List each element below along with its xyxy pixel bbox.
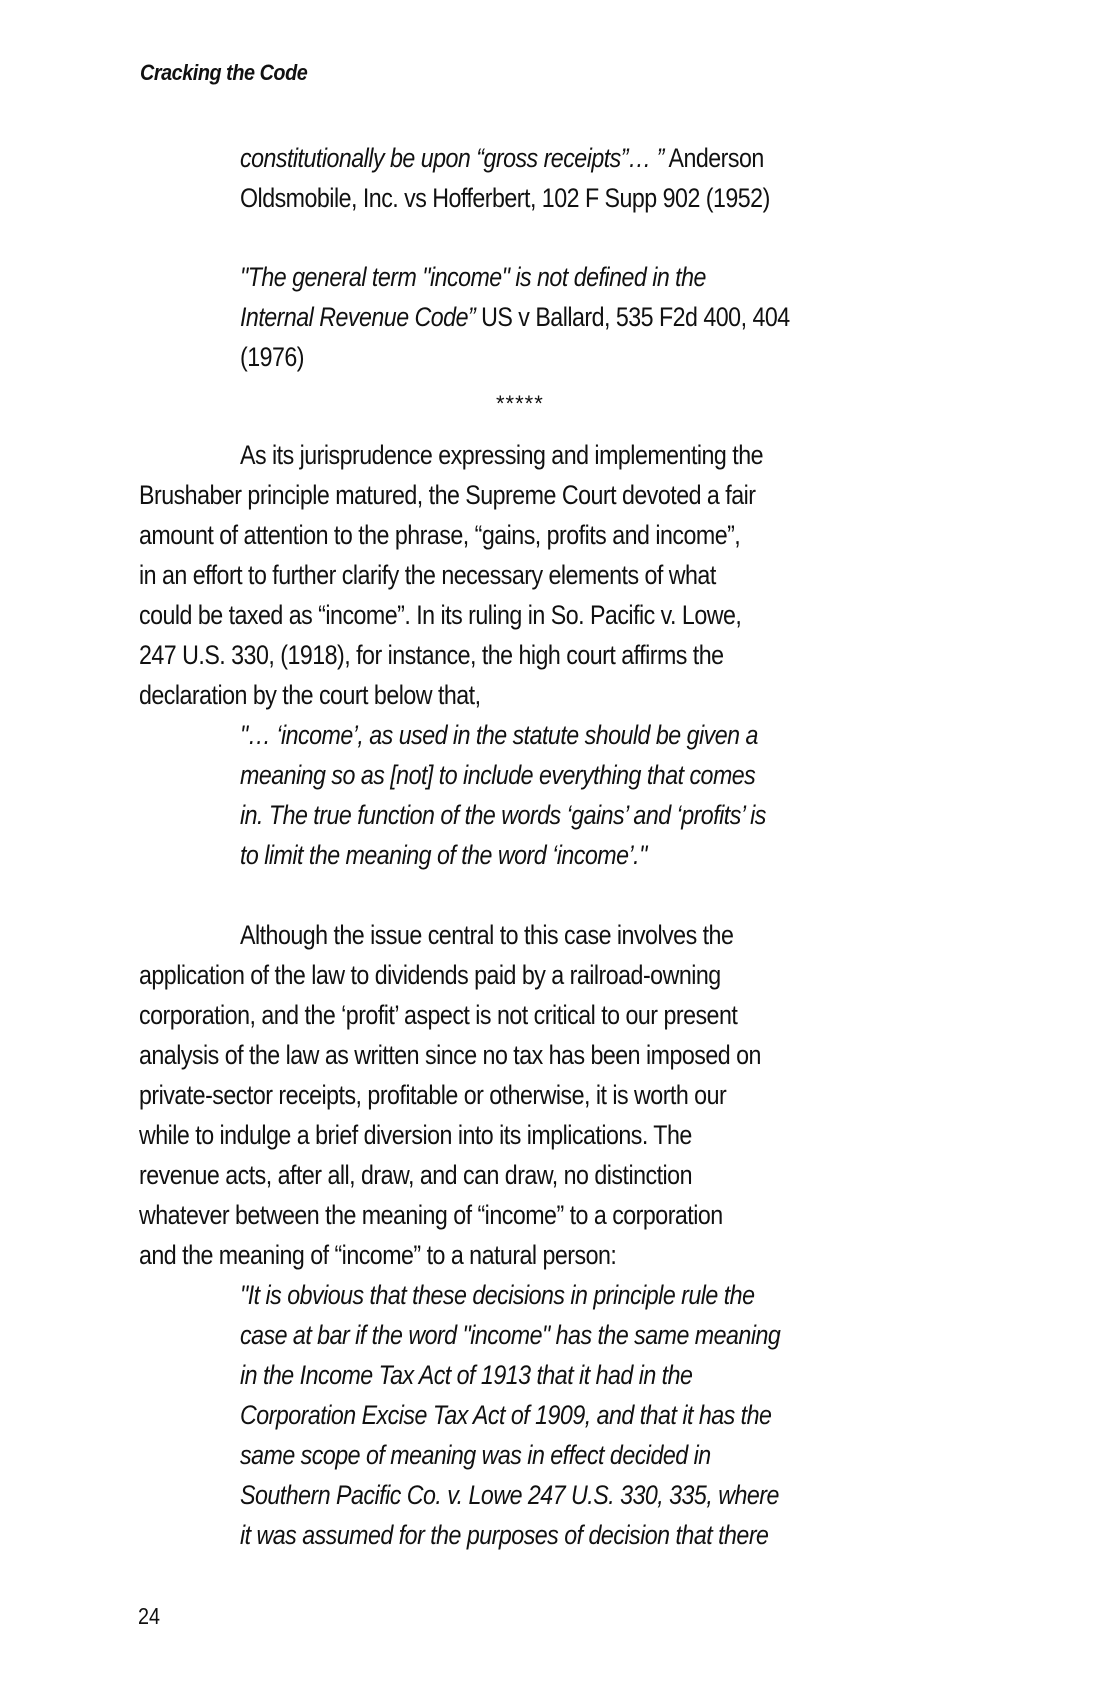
paragraph-line: revenue acts, after all, draw, and can draw, no distinction: [139, 1160, 692, 1190]
paragraph-line: corporation, and the ‘profit’ aspect is not critical to our present: [139, 1000, 738, 1030]
quote-line: "… ‘income’, as used in the statute should be given a: [240, 720, 758, 750]
paragraph-line: Although the issue central to this case involves the: [240, 920, 734, 950]
citation-line: [240, 143, 764, 173]
section-separator: *****: [496, 391, 544, 416]
citation-line: [240, 302, 790, 332]
paragraph-line: analysis of the law as written since no tax has been imposed on: [139, 1040, 761, 1070]
paragraph-line: 247 U.S. 330, (1918), for instance, the high court affirms the: [139, 640, 724, 670]
citation-text: US v Ballard, 535 F2d 400, 404: [475, 302, 790, 332]
paragraph-line: Brushaber principle matured, the Supreme Court devoted a fair: [139, 480, 756, 510]
quote-fragment: Internal Revenue Code”: [240, 302, 476, 332]
quote-line: Corporation Excise Tax Act of 1909, and that it has the: [240, 1400, 772, 1430]
quote-line: meaning so as [not] to include everything that comes: [240, 760, 756, 790]
quote-line: in. The true function of the words ‘gains’ and ‘profits’ is: [240, 800, 766, 830]
quote-fragment: constitutionally be upon “gross receipts”… ”: [240, 143, 664, 173]
quote-line: in the Income Tax Act of 1913 that it had in the: [240, 1360, 693, 1390]
paragraph-line: amount of attention to the phrase, “gains, profits and income”,: [139, 520, 741, 550]
paragraph-line: declaration by the court below that,: [139, 680, 481, 710]
page-number: 24: [138, 1603, 161, 1629]
paragraph-line: and the meaning of “income” to a natural person:: [139, 1240, 617, 1270]
paragraph-line: could be taxed as “income”. In its ruling in So. Pacific v. Lowe,: [139, 600, 742, 630]
paragraph-line: private-sector receipts, profitable or otherwise, it is worth our: [139, 1080, 727, 1110]
citation-line: Oldsmobile, Inc. vs Hofferbert, 102 F Supp 902 (1952): [240, 183, 770, 213]
quote-line: case at bar if the word "income" has the same meaning: [240, 1320, 781, 1350]
quote-line: it was assumed for the purposes of decision that there: [240, 1520, 769, 1550]
paragraph-line: while to indulge a brief diversion into its implications. The: [139, 1120, 692, 1150]
paragraph-line: As its jurisprudence expressing and implementing the: [240, 440, 764, 470]
quote-line: same scope of meaning was in effect decided in: [240, 1440, 711, 1470]
running-header: Cracking the Code: [140, 60, 308, 85]
quote-line: Southern Pacific Co. v. Lowe 247 U.S. 330, 335, where: [240, 1480, 779, 1510]
paragraph-line: whatever between the meaning of “income” to a corporation: [139, 1200, 723, 1230]
paragraph-line: application of the law to dividends paid by a railroad-owning: [139, 960, 721, 990]
citation-line: (1976): [240, 342, 305, 372]
paragraph-line: in an effort to further clarify the necessary elements of what: [139, 560, 716, 590]
quote-line: "It is obvious that these decisions in principle rule the: [240, 1280, 755, 1310]
quote-line: to limit the meaning of the word ‘income’.": [240, 840, 647, 870]
quote-line: "The general term "income" is not defined in the: [240, 262, 706, 292]
citation-text: Anderson: [663, 143, 764, 173]
